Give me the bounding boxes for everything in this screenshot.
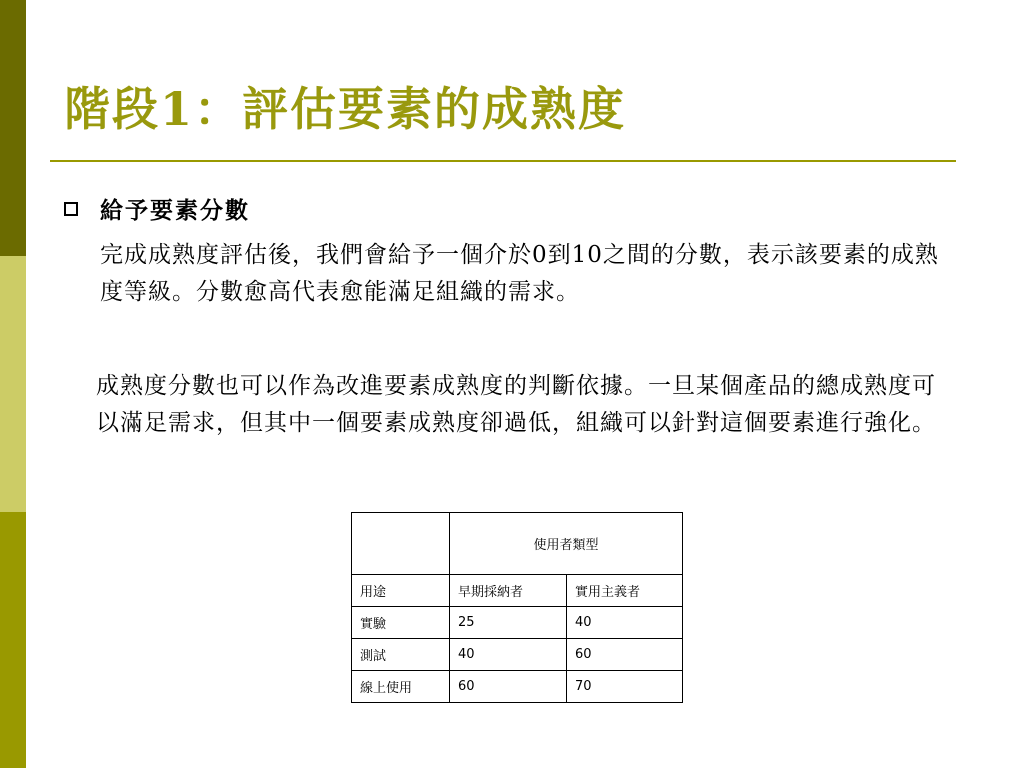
- table-header-row: [352, 575, 683, 607]
- table-row: [352, 671, 683, 703]
- table-cell: 40: [450, 639, 567, 671]
- bullet-item: [64, 192, 250, 225]
- sidebar-segment-light: [0, 256, 26, 512]
- table-cell: 70: [567, 671, 683, 703]
- title-divider: [50, 160, 956, 162]
- bullet-heading: 給予要素分數: [100, 197, 250, 224]
- table-header-cell: 實用主義者: [567, 575, 683, 607]
- table-group-header-row: [352, 513, 683, 575]
- table-row: [352, 639, 683, 671]
- table-cell: 實驗: [352, 607, 450, 639]
- table-cell: 線上使用: [352, 671, 450, 703]
- table-cell: 25: [450, 607, 567, 639]
- table-cell: 60: [450, 671, 567, 703]
- maturity-score-table: [351, 512, 683, 703]
- sidebar-segment-mid: [0, 512, 26, 768]
- table-cell: 60: [567, 639, 683, 671]
- slide-title: 階段1：評估要素的成熟度: [64, 82, 627, 136]
- table-header-cell: 早期採納者: [450, 575, 567, 607]
- table-header-cell: 用途: [352, 575, 450, 607]
- square-bullet-icon: [64, 202, 78, 216]
- sidebar-segment-dark: [0, 0, 26, 256]
- table-empty-corner-cell: [352, 513, 450, 575]
- table-cell: 測試: [352, 639, 450, 671]
- table-cell: 40: [567, 607, 683, 639]
- body-paragraph-2: 成熟度分數也可以作為改進要素成熟度的判斷依據。一旦某個產品的總成熟度可以滿足需求，但其中一個要素成熟度卻過低，組織可以針對這個要素進行強化。: [96, 373, 936, 436]
- table-row: [352, 607, 683, 639]
- body-paragraph-1: 完成成熟度評估後，我們會給予一個介於0到10之間的分數，表示該要素的成熟度等級。分數愈高代表愈能滿足組織的需求。: [100, 242, 939, 305]
- sidebar-stripe: [0, 0, 26, 768]
- table-group-header: 使用者類型: [450, 513, 683, 575]
